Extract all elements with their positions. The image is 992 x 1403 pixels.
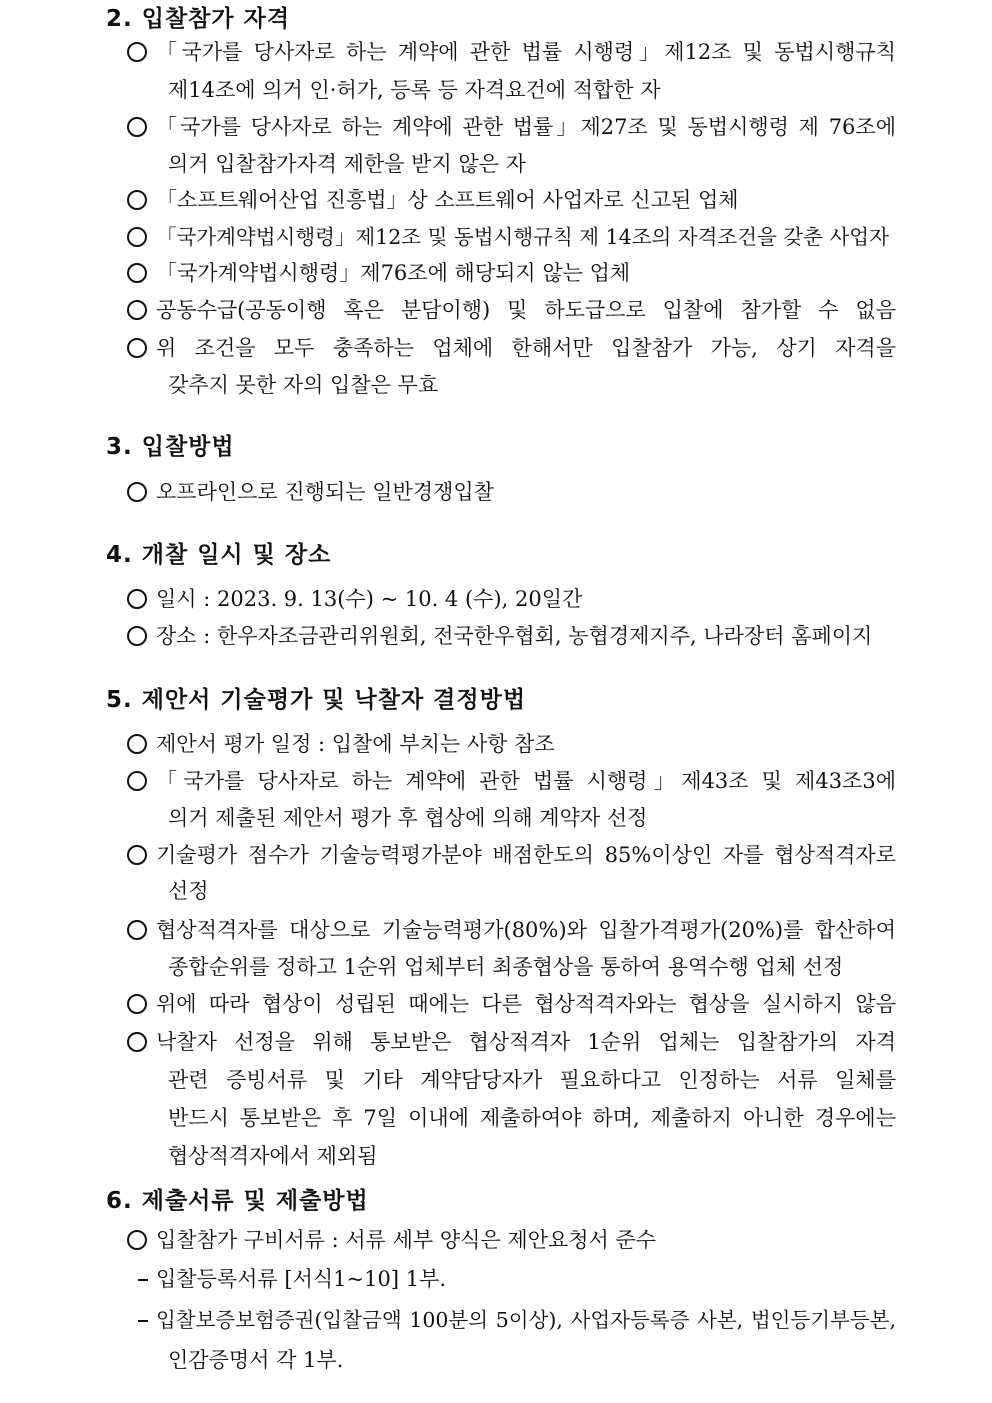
list-item-text: 「소프트웨어산업 진흥법」상 소프트웨어 사업자로 신고된 업체 [156, 188, 739, 212]
list-item-text: 「국가를 당사자로 하는 계약에 관한 법률 시행령」제12조 및 동법시행규칙 [156, 40, 896, 64]
circle-bullet-icon [127, 1230, 147, 1250]
list-item-text-continued: 협상적격자에서 제외됨 [168, 1144, 378, 1168]
list-item-text: 「국가계약법시행령」제12조 및 동법시행규칙 제 14조의 자격조건을 갖춘 사업자 [156, 225, 889, 249]
circle-bullet-icon [127, 734, 147, 754]
list-item-text-continued: 의거 제출된 제안서 평가 후 협상에 의해 계약자 선정 [168, 806, 648, 830]
list-item-text-continued: 종합순위를 정하고 1순위 업체부터 최종협상을 통하여 용역수행 업체 선정 [168, 955, 844, 979]
circle-bullet-icon [127, 338, 147, 358]
list-item-text: 기술평가 점수가 기술능력평가분야 배점한도의 85%이상인 자를 협상적격자로 [156, 843, 896, 867]
circle-bullet-icon [127, 920, 147, 940]
section-heading-submission-documents: 6. 제출서류 및 제출방법 [106, 1188, 369, 1214]
circle-bullet-icon [127, 589, 147, 609]
list-item-text: 「국가계약법시행령」제76조에 해당되지 않는 업체 [156, 261, 631, 285]
list-item-text-continued: 갖추지 못한 자의 입찰은 무효 [168, 373, 439, 397]
section-heading-qualification: 2. 입찰참가 자격 [106, 6, 291, 32]
section-heading-opening-schedule: 4. 개찰 일시 및 장소 [106, 542, 332, 568]
list-item-text: 협상적격자를 대상으로 기술능력평가(80%)와 입찰가격평가(20%)를 합산하여 [156, 918, 896, 942]
circle-bullet-icon [127, 845, 147, 865]
list-item-text-continued: 선정 [168, 879, 209, 903]
list-item-text: 장소 : 한우자조금관리위원회, 전국한우협회, 농협경제지주, 나라장터 홈페이지 [156, 624, 873, 648]
circle-bullet-icon [127, 300, 147, 320]
list-item-text-continued: 관련 증빙서류 및 기타 계약담당자가 필요하다고 인정하는 서류 일체를 [168, 1068, 896, 1092]
sub-list-item-text: 입찰등록서류 [서식1~10] 1부. [156, 1267, 447, 1291]
list-item-text: 위에 따라 협상이 성립된 때에는 다른 협상적격자와는 협상을 실시하지 않음 [156, 992, 896, 1016]
list-item-text: 낙찰자 선정을 위해 통보받은 협상적격자 1순위 업체는 입찰참가의 자격 [156, 1030, 896, 1054]
section-heading-bidding-method: 3. 입찰방법 [106, 434, 235, 460]
circle-bullet-icon [127, 626, 147, 646]
sub-list-item-text-continued: 인감증명서 각 1부. [168, 1348, 344, 1372]
list-item-text: 제안서 평가 일정 : 입찰에 부치는 사항 참조 [156, 732, 555, 756]
list-item-text: 위 조건을 모두 충족하는 업체에 한해서만 입찰참가 가능, 상기 자격을 [156, 336, 896, 360]
list-item-text: 「국가를 당사자로 하는 계약에 관한 법률 시행령」제43조 및 제43조3에 [156, 769, 896, 793]
circle-bullet-icon [127, 117, 147, 137]
circle-bullet-icon [127, 482, 147, 502]
list-item-text: 입찰참가 구비서류 : 서류 세부 양식은 제안요청서 준수 [156, 1228, 657, 1252]
circle-bullet-icon [127, 190, 147, 210]
section-heading-evaluation-method: 5. 제안서 기술평가 및 낙찰자 결정방법 [106, 687, 527, 713]
dash-bullet-icon [138, 1279, 148, 1281]
circle-bullet-icon [127, 1032, 147, 1052]
circle-bullet-icon [127, 771, 147, 791]
list-item-text-continued: 제14조에 의거 인·허가, 등록 등 자격요건에 적합한 자 [168, 78, 661, 102]
list-item-text: 「국가를 당사자로 하는 계약에 관한 법률」제27조 및 동법시행령 제 76조에 [156, 115, 896, 139]
list-item-text-continued: 의거 입찰참가자격 제한을 받지 않은 자 [168, 152, 526, 176]
list-item-text-continued: 반드시 통보받은 후 7일 이내에 제출하여야 하며, 제출하지 아니한 경우에는 [168, 1106, 896, 1130]
circle-bullet-icon [127, 994, 147, 1014]
circle-bullet-icon [127, 42, 147, 62]
dash-bullet-icon [138, 1320, 148, 1322]
list-item-text: 일시 : 2023. 9. 13(수) ~ 10. 4 (수), 20일간 [156, 587, 583, 611]
list-item-text: 공동수급(공동이행 혹은 분담이행) 및 하도급으로 입찰에 참가할 수 없음 [156, 298, 896, 322]
list-item-text: 오프라인으로 진행되는 일반경쟁입찰 [156, 480, 494, 504]
circle-bullet-icon [127, 227, 147, 247]
sub-list-item-text: 입찰보증보험증권(입찰금액 100분의 5이상), 사업자등록증 사본, 법인등기부등본, [156, 1308, 896, 1332]
circle-bullet-icon [127, 263, 147, 283]
